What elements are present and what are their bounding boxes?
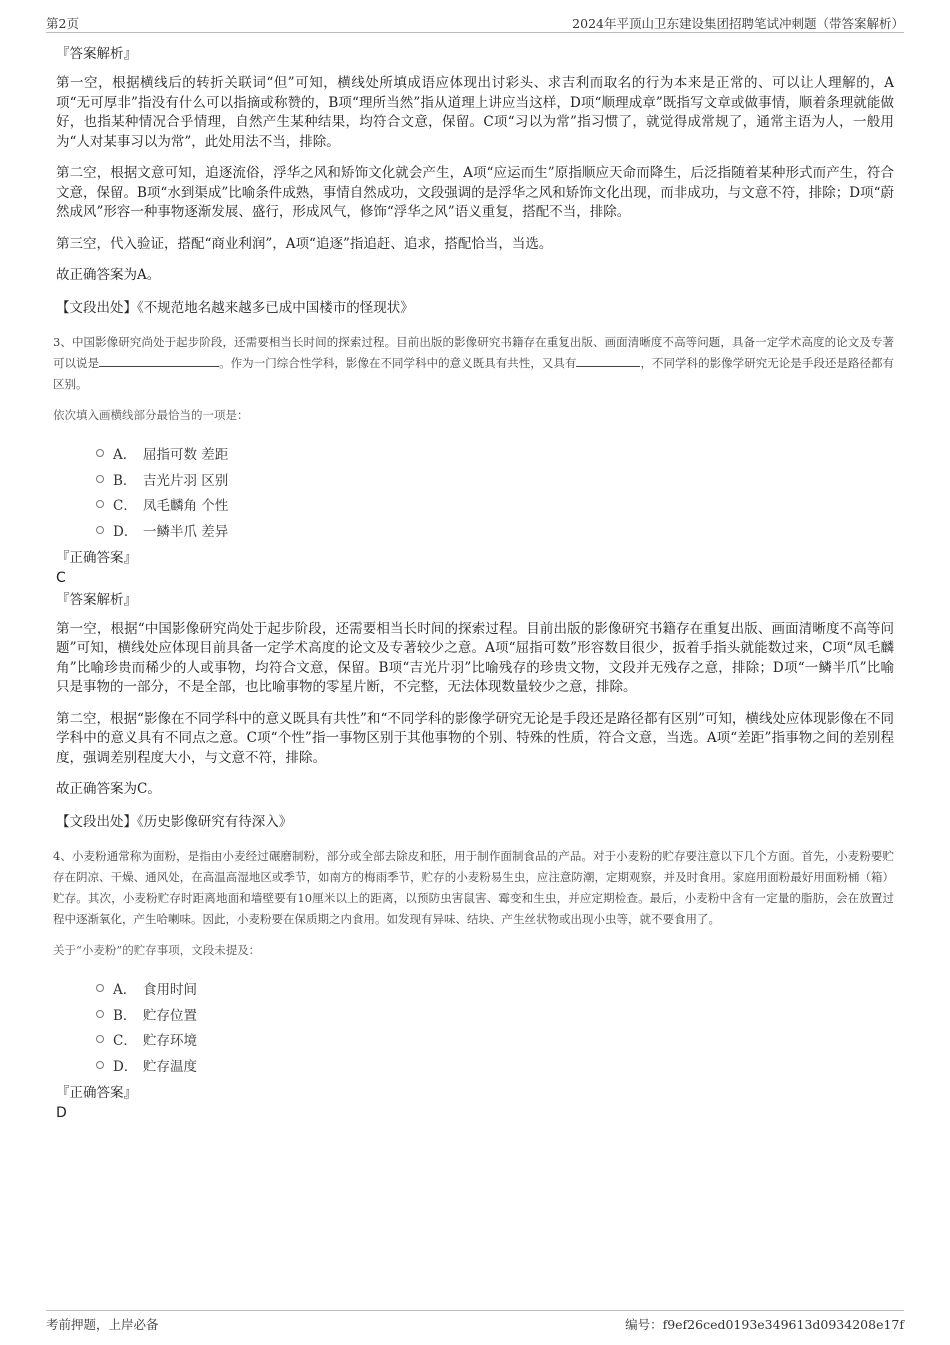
q3-stem-part2: 。作为一门综合性学科，影像在不同学科中的意义既具有共性，又具有 — [219, 355, 577, 370]
page-content — [53, 44, 895, 1123]
radio-icon[interactable] — [96, 526, 104, 534]
footer-slogan: 考前押题，上岸必备 — [46, 1317, 159, 1332]
q3-stem-part3: ，不同学科的影像学研究无论是手段还是路径都有区别。 — [53, 355, 895, 391]
page-footer — [46, 1310, 904, 1335]
q3-answer-label: 『正确答案』 — [56, 549, 137, 566]
q3-analysis-p2: 第二空，根据“影像在不同学科中的意义既具有共性”和“不同学科的影像学研究无论是手段还是路径都有区别”可知，横线处应体现影像在不同学科中的意义具有不同点之意。C项“个性”指一事物区别于其他事物的个别、特殊的性质，符合文意，当选。A项“差距”指事物之间的差别程度，强调差别程度大小，与文意不符，排除。 — [56, 710, 894, 766]
page-header — [46, 12, 904, 33]
page-number: 第2页 — [46, 16, 79, 31]
q2-analysis-label: 『答案解析』 — [56, 46, 137, 62]
q3-option-a[interactable]: A． 屈指可数 差距 — [96, 441, 894, 467]
q4-option-d[interactable]: D． 贮存温度 — [96, 1052, 894, 1078]
q3-option-d[interactable]: D． 一鳞半爪 差异 — [96, 517, 894, 543]
q2-analysis-p1: 第一空，根据横线后的转折关联词“但”可知，横线处所填成语应体现出讨彩头、求吉利而取名的行为本来是正常的、可以让人理解的，A项“无可厚非”指没有什么可以指摘或称赞的，B项“理所当然”指从道理上讲应当这样，D项“顺理成章”既指写文章或做事情，顺着条理就能做好，也指某种情况合乎情理，自然产生某种结果，均符合文意，保留。C项“习以为常”指习惯了，就觉得成常规了，通常主语为人，一般用为“人对某事习以为常”，此处用法不当，排除。 — [56, 75, 894, 150]
q3-option-c[interactable]: C． 凤毛麟角 个性 — [96, 492, 894, 518]
q4-answer-label: 『正确答案』 — [56, 1084, 137, 1101]
q4-prompt: 关于“小麦粉”的贮存事项，文段未提及： — [53, 942, 261, 957]
q4-answer: D — [56, 1104, 67, 1121]
q3-blank-1 — [99, 354, 219, 367]
document-title: 2024年平顶山卫东建设集团招聘笔试冲刺题（带答案解析） — [572, 16, 904, 31]
radio-icon[interactable] — [96, 1010, 104, 1018]
q2-conclusion: 故正确答案为A。 — [56, 267, 161, 283]
q3-options — [96, 441, 894, 543]
q3-source: 【文段出处】《历史影像研究有待深入》 — [56, 813, 293, 830]
q3-option-b[interactable]: B． 吉光片羽 区别 — [96, 466, 894, 492]
q3-stem-part1: 3、中国影像研究尚处于起步阶段，还需要相当长时间的探索过程。目前出版的影像研究书籍存在重复出版、画面清晰度不高等问题，具备一定学术高度的论文及专著可以说是 — [53, 334, 894, 370]
radio-icon[interactable] — [96, 1061, 104, 1069]
q3-analysis-label: 『答案解析』 — [56, 591, 137, 608]
q3-blank-2 — [576, 354, 640, 367]
q2-source: 【文段出处】《不规范地名越来越多已成中国楼市的怪现状》 — [56, 299, 414, 316]
q4-option-a[interactable]: A． 食用时间 — [96, 976, 894, 1002]
q2-analysis-p2: 第二空，根据文意可知，追逐流俗，浮华之风和矫饰文化就会产生，A项“应运而生”原指顺应天命而降生，后泛指随着某种形式而产生，符合文意，保留。B项“水到渠成”比喻条件成熟，事情自然成功，文段强调的是浮华之风和矫饰文化出现，而非成功，与文意不符，排除；D项“蔚然成风”形容一种事物逐渐发展、盛行，形成风气，修饰“浮华之风”语义重复，搭配不当，排除。 — [56, 165, 894, 220]
q3-analysis-p1: 第一空，根据“中国影像研究尚处于起步阶段，还需要相当长时间的探索过程。目前出版的影像研究书籍存在重复出版、画面清晰度不高等问题”可知，横线处应体现目前具备一定学术高度的论文及专著较少之意。A项“屈指可数”形容数目很少，扳着手指头就能数过来，C项“凤毛麟角”比喻珍贵而稀少的人或事物，均符合文意，保留。B项“吉光片羽”比喻残存的珍贵文物，文段并无残存之意，排除；D项“一鳞半爪”比喻只是事物的一部分，不是全部，也比喻事物的零星片断，不完整，无法体现数量较少之意，排除。 — [56, 620, 894, 695]
q4-option-c[interactable]: C． 贮存环境 — [96, 1027, 894, 1053]
q2-analysis-p3: 第三空，代入验证，搭配“商业利润”，A项“追逐”指追赶、追求，搭配恰当，当选。 — [56, 235, 553, 252]
q3-conclusion: 故正确答案为C。 — [56, 781, 161, 797]
q4-options — [96, 976, 894, 1078]
q3-answer: C — [56, 569, 66, 586]
q4-stem: 4、小麦粉通常称为面粉，是指由小麦经过碾磨制粉，部分或全部去除皮和胚，用于制作面制食品的产品。对于小麦粉的贮存要注意以下几个方面。首先，小麦粉要贮存在阴凉、干燥、通风处，在高温高湿地区或季节，如南方的梅雨季节，贮存的小麦粉易生虫，应注意防潮，定期观察，并及时食用。家庭用面粉最好用面粉桶（箱）贮存。其次，小麦粉贮存时距离地面和墙壁要有10厘米以上的距离，以预防虫害鼠害、霉变和生虫，并应定期检查。最后，小麦粉中含有一定量的脂肪，会在放置过程中逐渐氧化，产生哈喇味。因此，小麦粉要在保质期之内食用。如发现有异味、结块、产生丝状物或出现小虫等，就不要食用了。 — [53, 848, 894, 926]
radio-icon[interactable] — [96, 1035, 104, 1043]
q3-prompt: 依次填入画横线部分最恰当的一项是： — [53, 407, 249, 422]
q4-option-b[interactable]: B． 贮存位置 — [96, 1001, 894, 1027]
radio-icon[interactable] — [96, 449, 104, 457]
q3-stem — [53, 332, 894, 395]
radio-icon[interactable] — [96, 500, 104, 508]
document-id: 编号：f9ef26ced0193e349613d0934208e17f — [625, 1317, 904, 1332]
radio-icon[interactable] — [96, 475, 104, 483]
radio-icon[interactable] — [96, 984, 104, 992]
